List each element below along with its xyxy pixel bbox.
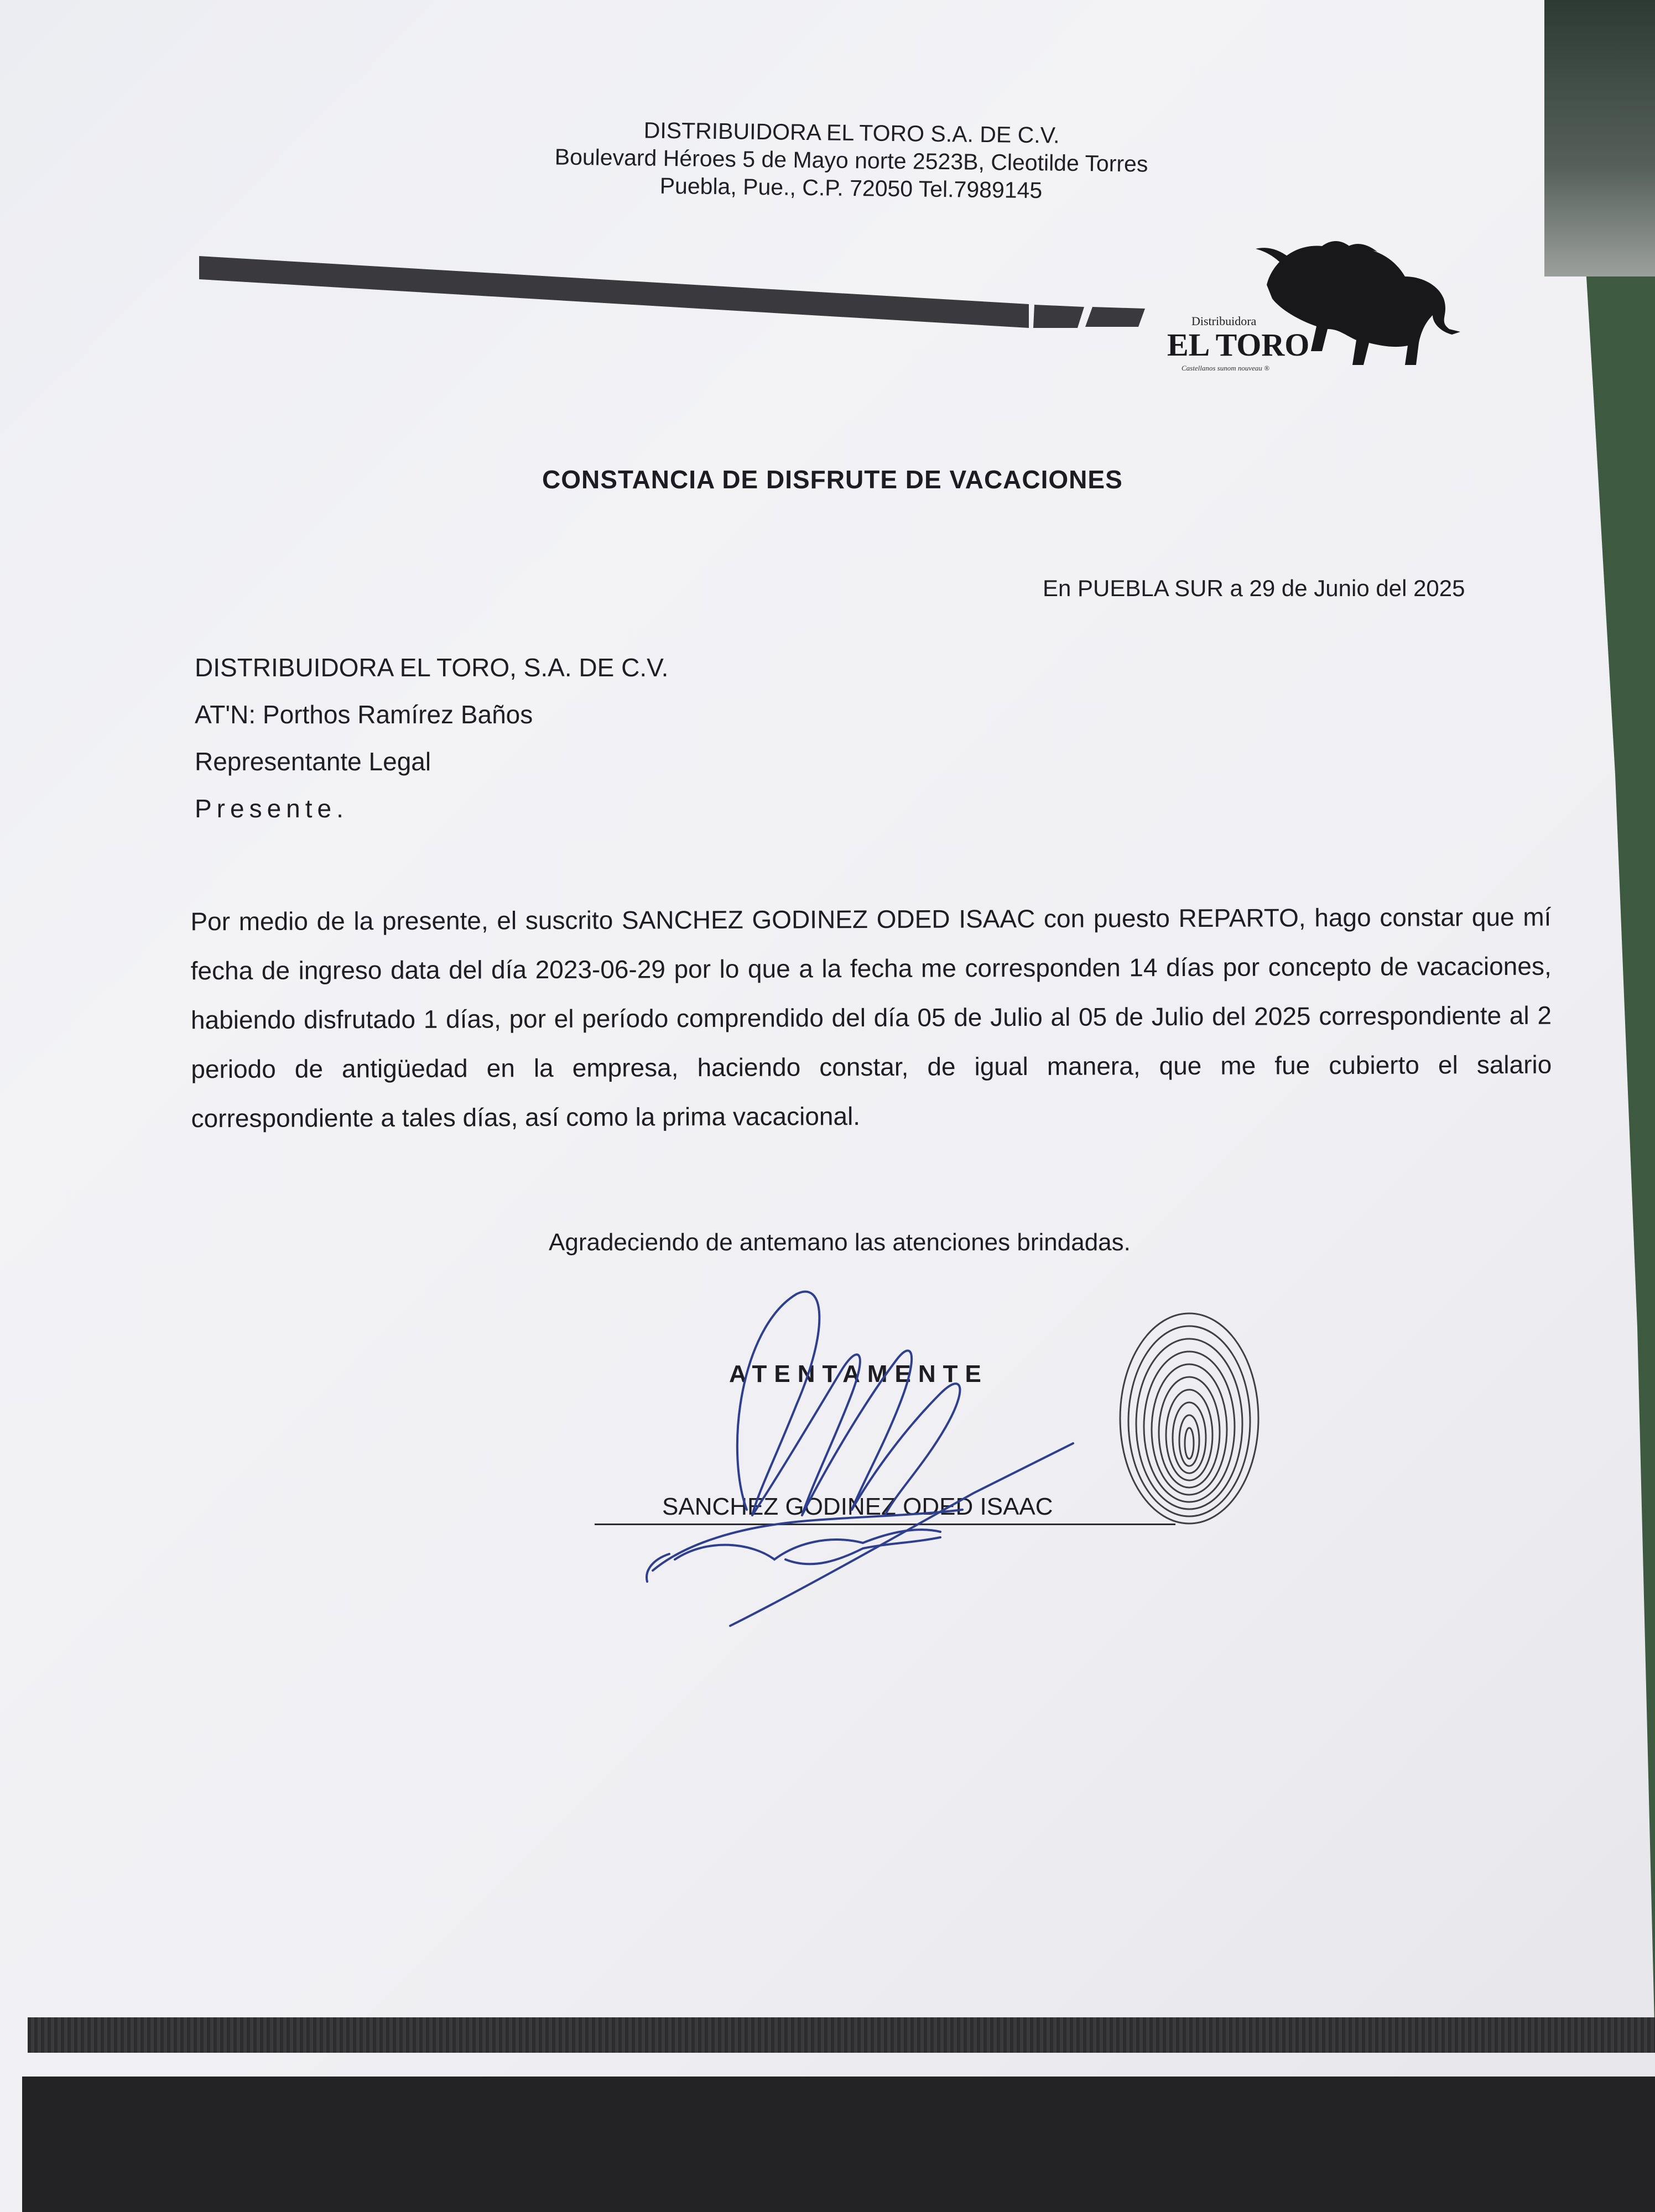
footer-bar xyxy=(22,2077,1655,2212)
fingerprint-mark xyxy=(1112,1308,1267,1540)
header-rule xyxy=(199,252,1151,329)
logo-top-text: Distribuidora xyxy=(1191,314,1257,328)
logo-tagline: Castellanos sunom nouveau ® xyxy=(1182,364,1270,372)
signer-name: SANCHEZ GODINEZ ODED ISAAC xyxy=(662,1493,1053,1520)
company-name: DISTRIBUIDORA EL TORO S.A. DE C.V. xyxy=(643,117,1060,148)
logo-brand: EL TORO xyxy=(1167,327,1310,363)
recipient-attn: AT'N: Porthos Ramírez Baños xyxy=(195,700,533,729)
recipient-company: DISTRIBUIDORA EL TORO, S.A. DE C.V. xyxy=(195,653,669,682)
el-toro-logo xyxy=(1162,232,1471,382)
document-title: CONSTANCIA DE DISFRUTE DE VACACIONES xyxy=(542,465,1123,494)
body-paragraph: Por medio de la presente, el suscrito SANCHEZ GODINEZ ODED ISAAC con puesto REPARTO, hago constar que mí fecha de ingreso data del día 2023-06-29 por lo que a la fecha me corresponden 14 días por concepto de vacaciones, habiendo disfrutado 1 días, por el período comprendido del día 05 de Julio al 05 de Julio del 2025 correspondiente al 2 periodo de antigüedad en la empresa, haciendo constar, de igual manera, que me fue cubierto el salario correspondiente a tales días, así como la prima vacacional. xyxy=(190,902,1552,1133)
sign-off: ATENTAMENTE xyxy=(729,1360,988,1387)
company-city-phone: Puebla, Pue., C.P. 72050 Tel.7989145 xyxy=(659,173,1043,204)
place-date: En PUEBLA SUR a 29 de Junio del 2025 xyxy=(1043,575,1465,601)
footer-stripe xyxy=(28,2017,1655,2053)
handwritten-signature xyxy=(631,1283,1084,1637)
recipient-role: Representante Legal xyxy=(195,747,431,776)
closing-thanks: Agradeciendo de antemano las atenciones brindadas. xyxy=(549,1229,1131,1256)
company-address: Boulevard Héroes 5 de Mayo norte 2523B, Cleotilde Torres xyxy=(554,144,1148,177)
recipient-greeting: Presente. xyxy=(195,794,348,823)
